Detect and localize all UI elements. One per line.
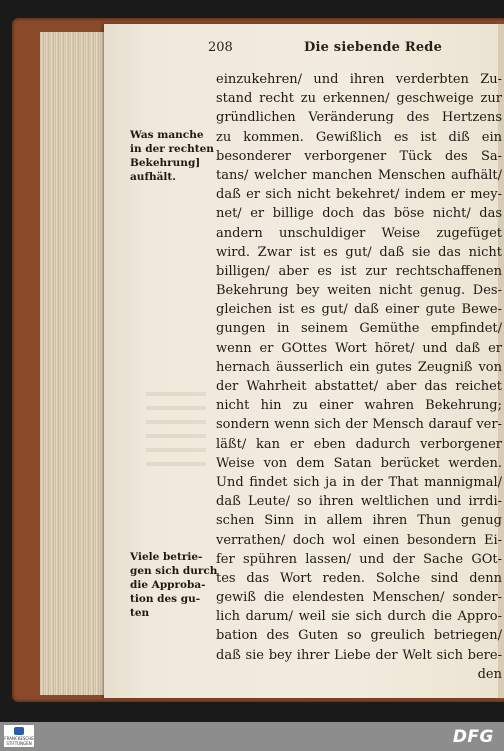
marginal-note-2 — [130, 550, 218, 620]
text-line: gewiß die elendesten Menschen/ sonder- — [216, 590, 502, 606]
text-line: billigen/ aber es ist zur rechtschaffenen — [216, 263, 502, 279]
text-line: sondern wenn sich der Mensch darauf ver- — [216, 417, 502, 433]
text-line: hernach äusserlich ein gutes Zeugniß von — [216, 359, 502, 375]
text-line: fer spühren lassen/ und der Sache GOt- — [216, 551, 502, 567]
text-line: wenn er GOttes Wort höret/ und daß er — [216, 340, 502, 356]
text-line: wird. Zwar ist es gut/ daß sie das nicht — [216, 244, 502, 260]
text-line: tans/ welcher manchen Menschen aufhält/ — [216, 167, 502, 183]
marginal-note-line: Was manche — [130, 129, 204, 141]
text-line: daß Leute/ so ihren weltlichen und irrdi- — [216, 494, 502, 510]
marginal-note-line: die Approba- — [130, 579, 206, 591]
text-line: bation des Guten so greulich betriegen/ — [216, 628, 502, 644]
page-number: 208 — [208, 40, 233, 55]
running-title: Die siebende Rede — [304, 40, 443, 55]
text-line: lich darum/ weil sie sich durch die Appro- — [216, 609, 502, 625]
text-line: gründlichen Veränderung des Hertzens — [216, 110, 502, 126]
text-line: gleichen ist es gut/ daß einer gute Bewe- — [216, 302, 502, 318]
marginal-note-line: in der rechten — [130, 143, 214, 155]
text-line: Und findet sich ja in der That mannigmal/ — [216, 474, 502, 490]
text-line: nicht hin zu einer wahren Bekehrung; — [216, 398, 502, 414]
text-line: stand recht zu erkennen/ geschweige zur — [216, 91, 502, 107]
marginal-note-line: gen sich durch — [130, 565, 218, 577]
text-line: tes das Wort reden. Solche sind denn — [216, 570, 502, 586]
text-line: läßt/ kan er eben dadurch verborgener — [216, 436, 502, 452]
footer-bar — [0, 722, 504, 751]
marginal-note-line: aufhält. — [130, 171, 176, 183]
page-edges — [40, 32, 105, 695]
marginal-note-1 — [130, 128, 214, 184]
marginal-note-line: ten — [130, 607, 150, 619]
text-line: der Wahrheit abstattet/ aber das reichet — [216, 379, 502, 394]
text-line: verrathen/ doch wol einen besondern Ei- — [216, 532, 502, 548]
footer-logo — [4, 725, 34, 747]
text-line: schen Sinn in allem ihren Thun genug — [216, 513, 502, 529]
text-line: besonderer verborgener Tück des Sa- — [216, 148, 502, 164]
bleed-through-marks — [146, 392, 206, 472]
text-line: zu kommen. Gewißlich es ist diß ein — [216, 129, 502, 145]
text-line: net/ er billige doch das böse nicht/ das — [216, 206, 502, 222]
page-header — [208, 38, 500, 58]
body-text — [216, 70, 502, 684]
text-line: Weise von dem Satan berücket werden. — [216, 455, 502, 471]
dfg-logo: DFG — [452, 727, 494, 747]
text-line: einzukehren/ und ihren verderbten Zu- — [216, 72, 502, 87]
text-line: den — [477, 666, 502, 682]
text-line: gungen in seinem Gemüthe empfindet/ — [216, 321, 502, 337]
footer-logo-text: FRANCKESCHE STIFTUNGEN — [4, 735, 34, 746]
text-line: Bekehrung bey weiten nicht genug. Des- — [216, 283, 502, 299]
text-line: daß er sich nicht bekehret/ indem er mey- — [216, 187, 502, 203]
marginal-note-line: tion des gu- — [130, 593, 201, 605]
crest-icon — [14, 727, 24, 735]
marginal-note-line: Bekehrung] — [130, 157, 201, 169]
marginal-note-line: Viele betrie- — [130, 551, 203, 563]
text-line: andern unschuldiger Weise zugefüget — [216, 225, 502, 241]
text-line: daß sie bey ihrer Liebe der Welt sich bere- — [216, 647, 502, 663]
